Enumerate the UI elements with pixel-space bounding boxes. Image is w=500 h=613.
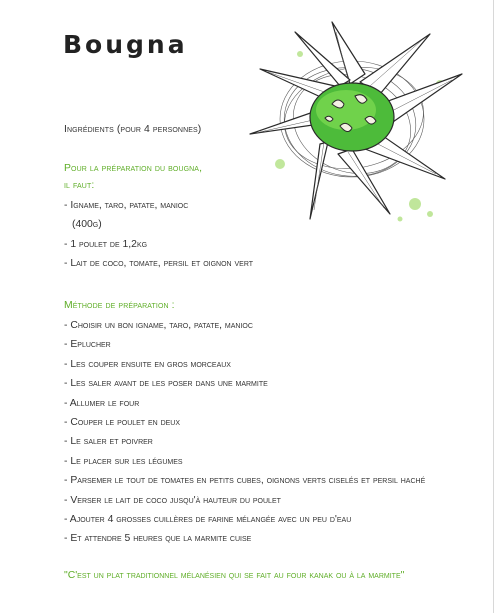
step-item: - Ajouter 4 grosses cuillères de farine mélangée avec un peu d'eau <box>64 514 352 526</box>
bougna-illustration-icon <box>240 14 472 234</box>
ingredients-list <box>64 196 253 274</box>
ingredients-heading: Ingrédients (pour 4 personnes) <box>64 124 202 135</box>
step-item: - Les couper ensuite en gros morceaux <box>64 358 231 370</box>
preparation-heading-line2: il faut: <box>64 180 95 191</box>
step-item: - Allumer le four <box>64 397 140 409</box>
step-item: - Eplucher <box>64 339 111 351</box>
list-item: (400g) <box>72 219 102 231</box>
list-item: - Lait de coco, tomate, persil et oignon vert <box>64 258 254 270</box>
step-item: - Le saler et poivrer <box>64 436 153 448</box>
preparation-heading <box>64 160 202 194</box>
recipe-quote: "C'est un plat traditionnel mélanésien qui se fait au four kanak ou à la marmite" <box>64 570 405 581</box>
step-item: - Parsemer le tout de tomates en petits cubes, oignons verts ciselés et persil haché <box>64 475 426 487</box>
step-item: - Les saler avant de les poser dans une marmite <box>64 378 268 390</box>
list-item: - Igname, taro, patate, manioc <box>64 200 189 211</box>
method-steps-list <box>64 316 425 549</box>
step-item: - Et attendre 5 heures que la marmite cuise <box>64 533 252 545</box>
page-edge <box>493 0 494 613</box>
list-item: - 1 poulet de 1,2kg <box>64 238 148 250</box>
preparation-heading-line1: Pour la préparation du bougna, <box>64 163 203 174</box>
method-heading: Méthode de préparation : <box>64 300 175 311</box>
step-item: - Le placer sur les légumes <box>64 455 183 467</box>
step-item: - Couper le poulet en deux <box>64 417 181 429</box>
step-item: - Choisir un bon igname, taro, patate, manioc <box>64 320 253 331</box>
step-item: - Verser le lait de coco jusqu'à hauteur du poulet <box>64 494 281 506</box>
recipe-title: Bougna <box>63 30 188 59</box>
